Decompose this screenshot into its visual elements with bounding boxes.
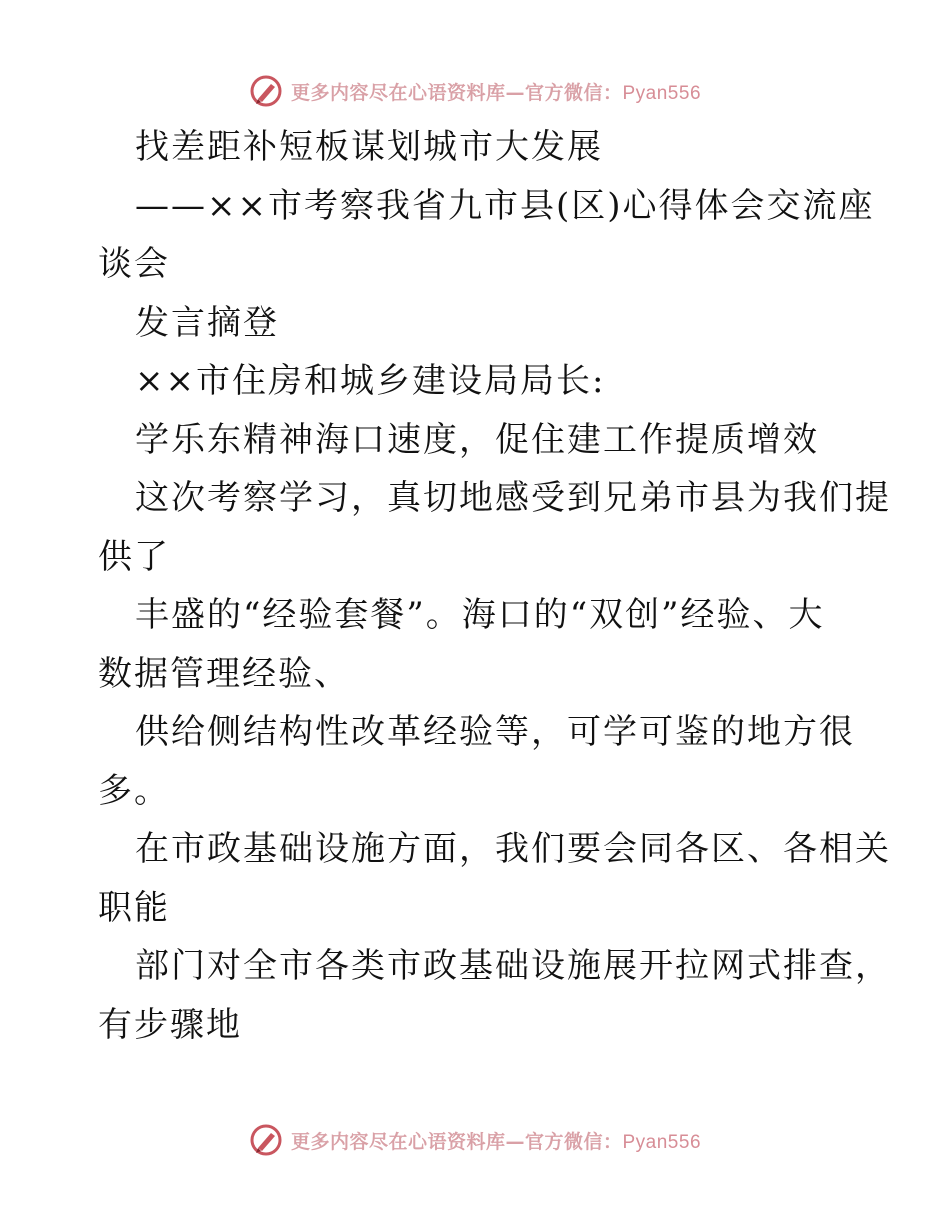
text-line: ××市住房和城乡建设局局长: [135, 361, 606, 401]
text-line: 部门对全市各类市政基础设施展开拉网式排查， [135, 946, 891, 986]
text-line: 丰盛的“经验套餐”。海口的“双创”经验、大 [135, 595, 825, 635]
header-watermark [0, 71, 950, 111]
document-body [98, 118, 891, 1054]
text-line: 多。 [98, 770, 170, 811]
text-line: 有步骤地 [98, 1004, 242, 1045]
watermark-text: 更多内容尽在心语资料库—官方微信：Pyan556 [290, 1130, 702, 1153]
text-line: 供了 [98, 536, 170, 577]
text-line: ——××市考察我省九市县(区)心得体会交流座 [135, 185, 875, 226]
text-line: 这次考察学习，真切地感受到兄弟市县为我们提 [135, 478, 891, 518]
text-line: 职能 [98, 887, 170, 928]
watermark-text: 更多内容尽在心语资料库—官方微信：Pyan556 [290, 81, 702, 104]
text-line: 学乐东精神海口速度，促住建工作提质增效 [135, 419, 819, 460]
pen-logo-icon [249, 1123, 283, 1157]
text-line: 谈会 [98, 244, 170, 284]
text-line: 在市政基础设施方面，我们要会同各区、各相关 [135, 829, 891, 869]
pen-logo-icon [249, 74, 283, 108]
text-line: 发言摘登 [135, 302, 279, 343]
footer-watermark [0, 1120, 950, 1160]
text-line: 找差距补短板谋划城市大发展 [135, 127, 603, 167]
text-line: 供给侧结构性改革经验等，可学可鉴的地方很 [135, 712, 855, 752]
text-line: 数据管理经验、 [98, 653, 350, 694]
